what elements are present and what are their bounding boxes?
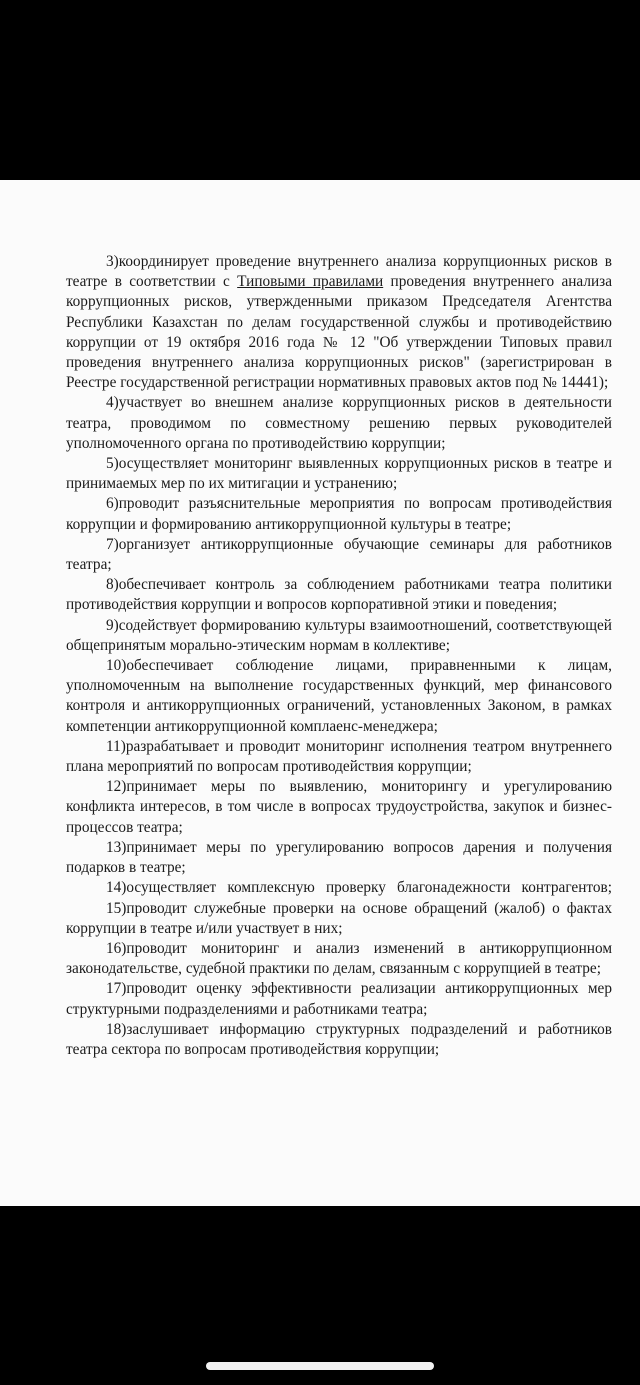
paragraph-8: 8)обеспечивает контроль за соблюдением работниками театра политики противодействия коррупции и вопросов корпоративной этики и поведения; xyxy=(66,576,612,614)
document-page xyxy=(0,180,640,1206)
typical-rules-link[interactable]: Типовыми правилами xyxy=(237,273,384,291)
paragraph-13: 13)принимает меры по урегулированию вопросов дарения и получения подарков в театре; xyxy=(66,838,612,877)
paragraph-5: 5)осуществляет мониторинг выявленных коррупционных рисков в театре и принимаемых мер по их митигации и устранению; xyxy=(66,455,612,493)
paragraph-3-text-before: 3)координирует проведение внутреннего анализа коррупционных рисков в театре в соответствии с xyxy=(66,253,612,291)
paragraph-3-text-after: проведения внутреннего анализа коррупционных рисков, утвержденными приказом Председателя Агентства Республики Казахстан по делам государственной службы и противодействию коррупции от 19 октября 2016 года № 12 "Об утверждении Типовых правил проведения внутреннего анализа коррупционных рисков" (зарегистрирован в Реестре государственной регистрации нормативных правовых актов под № 14441); xyxy=(66,273,613,392)
home-indicator[interactable] xyxy=(206,1362,434,1370)
paragraph-12: 12)принимает меры по выявлению, мониторингу и урегулированию конфликта интересов, в том числе в вопросах трудоустройства, закупок и бизнес-процессов театра; xyxy=(66,778,612,836)
paragraph-10: 10)обеспечивает соблюдение лицами, приравненными к лицам, уполномоченным на выполнение государственных функций, мер финансового контроля и антикоррупционных ограничений, установленных Законом, в рамках компетенции антикоррупционной комплаенс-менеджера; xyxy=(66,657,612,735)
paragraph-14: 14)осуществляет комплексную проверку благонадежности контрагентов; xyxy=(106,879,612,897)
paragraph-9: 9)содействует формированию культуры взаимоотношений, соответствующей общепринятым морально-этическим нормам в коллективе; xyxy=(66,616,612,654)
paragraph-7: 7)организует антикоррупционные обучающие семинары для работников театра; xyxy=(66,535,612,574)
paragraph-15: 15)проводит служебные проверки на основе обращений (жалоб) о фактах коррупции в театре и/или участвует в них; xyxy=(66,899,612,937)
paragraph-3 xyxy=(66,252,612,393)
paragraph-17: 17)проводит оценку эффективности реализации антикоррупционных мер структурными подразделениями и работниками театра; xyxy=(66,980,612,1018)
paragraph-6: 6)проводит разъяснительные мероприятия по вопросам противодействия коррупции и формированию антикоррупционной культуры в театре; xyxy=(66,495,612,533)
paragraph-16: 16)проводит мониторинг и анализ изменений в антикоррупционном законодательстве, судебной практики по делам, связанным с коррупцией в театре; xyxy=(66,939,612,978)
paragraph-18: 18)заслушивает информацию структурных подразделений и работников театра сектора по вопросам противодействия коррупции; xyxy=(66,1020,612,1058)
paragraph-11: 11)разрабатывает и проводит мониторинг исполнения театром внутреннего плана мероприятий по вопросам противодействия коррупции; xyxy=(66,737,612,776)
document-text xyxy=(66,252,612,1060)
paragraph-4: 4)участвует во внешнем анализе коррупционных рисков в деятельности театра, проводимом по совместному решению первых руководителей уполномоченного органа по противодействию коррупции; xyxy=(66,394,612,452)
